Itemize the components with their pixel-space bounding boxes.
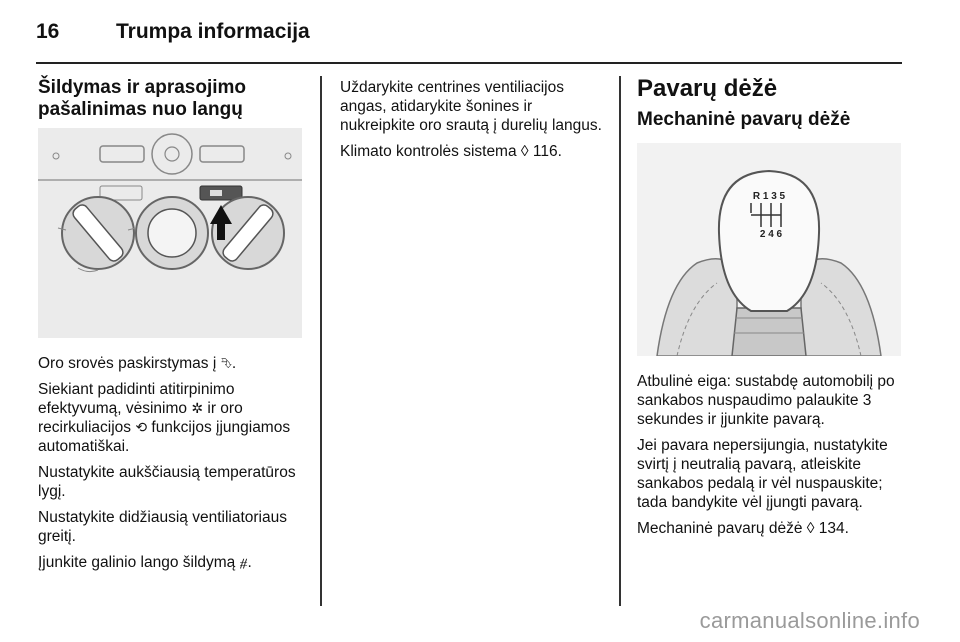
subheading-manual-gearbox: Mechaninė pavarų dėžė [637,109,851,130]
column-divider-1 [320,76,322,606]
gear-knob-illustration [637,143,901,356]
paragraph-fan-speed: Nustatykite didžiausią ventiliatoriaus greitį. [38,509,287,545]
header-rule [36,62,902,64]
climate-panel-illustration [38,128,302,338]
paragraph-temperature: Nustatykite aukščiausią temperatūros lygį. [38,464,296,500]
snowflake-icon: ✲ [191,400,204,416]
page-reference-icon: ◊ [806,520,815,537]
column-heating [38,77,308,121]
page-reference-icon: ◊ [520,143,529,160]
gear-knob-image [637,143,901,356]
page-title: Trumpa informacija [116,20,310,43]
gear-pattern-bottom-label: 2 4 6 [759,229,783,240]
page-number: 16 [36,20,60,43]
section-heading-gearbox: Pavarų dėžė [637,75,778,102]
paragraph-defrost-efficiency: Siekiant padidinti atitirpinimo efektyvumą, vėsinimo ✲ ir oro recirkuliacijos ⟲ funkcijos įjungiamos automatiškai. [38,381,291,455]
paragraph-air-distribution: Oro srovės paskirstymas į ⮷. [38,355,237,372]
climate-panel-image [38,128,302,338]
column-divider-2 [619,76,621,606]
column-gearbox-text [637,372,912,545]
page-header [36,20,310,44]
paragraph-vents: Uždarykite centrines ventiliacijos angas, atidarykite šonines ir nukreipkite oro srautą į durelių langus. [340,79,602,134]
paragraph-gear-not-engaged: Jei pavara nepersijungia, nustatykite svirtį į neutralią pavarą, atleiskite sankabos pedalą ir vėl nuspauskite; tada bandykite vėl įjungti pavarą. [637,437,888,511]
column-ventilation [340,78,605,168]
column-heating-text [38,354,308,579]
column-gearbox [637,75,907,130]
paragraph-gearbox-reference: Mechaninė pavarų dėžė ◊ 134. [637,520,849,537]
rear-window-heater-icon: ⧣ [239,554,248,570]
watermark: carmanualsonline.info [699,608,920,633]
windshield-airflow-icon: ⮷ [220,355,232,371]
paragraph-reverse-gear: Atbulinė eiga: sustabdę automobilį po sankabos nuspaudimo palaukite 3 sekundes ir įjunkite pavarą. [637,373,895,428]
paragraph-rear-window-heating: Įjunkite galinio lango šildymą ⧣. [38,554,252,571]
gear-pattern-top-label: R 1 3 5 [752,191,786,202]
paragraph-climate-reference: Klimato kontrolės sistema ◊ 116. [340,143,562,160]
section-heading-heating: Šildymas ir aprasojimo pašalinimas nuo langų [38,77,247,120]
recirculation-icon: ⟲ [135,419,148,435]
